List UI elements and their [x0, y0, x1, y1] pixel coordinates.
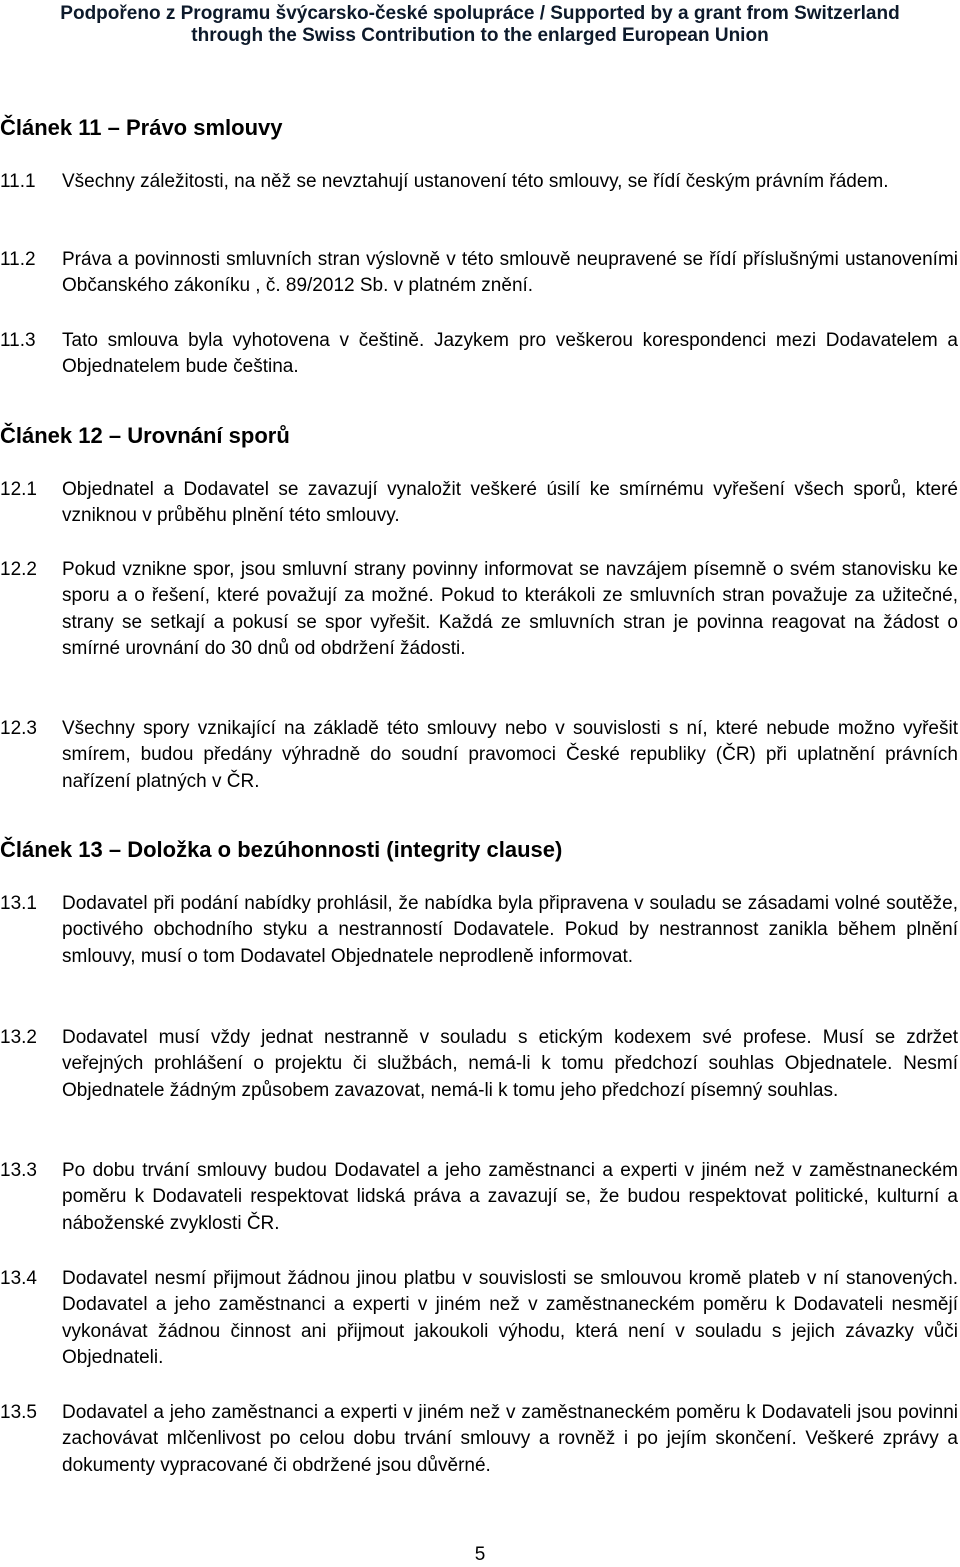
clause-text: Dodavatel při podání nabídky prohlásil, že nabídka byla připravena v souladu se zásadami volné soutěže, poctivého obchodního styku a nestranností Dodavatele. Pokud by nestrannost zanikla během plnění smlouvy, musí o tom Dodavatel Objednatele neprodleně informovat. — [62, 893, 958, 967]
clause-text: Dodavatel nesmí přijmout žádnou jinou platbu v souvislosti se smlouvou kromě plateb v ní stanovených. Dodavatel a jeho zaměstnanci a experti v jiném než v zaměstnaneckém poměru k Dodavateli nesmějí vykonávat žádnou činnost ani přijmout jakoukoli výhodu, která není v souladu s jejich závazky vůči Objednateli. — [62, 1268, 958, 1369]
article-11-heading: Článek 11 – Právo smlouvy — [0, 115, 283, 140]
article-13-heading: Článek 13 – Doložka o bezúhonnosti (integrity clause) — [0, 837, 563, 862]
clause-text: Tato smlouva byla vyhotovena v češtině. Jazykem pro veškerou korespondenci mezi Dodavatelem a Objednatelem bude čeština. — [62, 330, 958, 378]
clause-text: Všechny spory vznikající na základě této smlouvy nebo v souvislosti s ní, které nebude možno vyřešit smírem, budou předány výhradně do soudní pravomoci České republiky (ČR) při uplatnění právních nařízení platných v ČR. — [62, 718, 958, 792]
clause-text: Dodavatel musí vždy jednat nestranně v souladu s etickým kodexem své profese. Musí se zdržet veřejných prohlášení o projektu či službách, nemá-li k tomu předchozí souhlas Objednatele. Nesmí Objednatele žádným způsobem zavazovat, nemá-li k tomu jeho předchozí písemný souhlas. — [62, 1027, 958, 1101]
clause-number: 13.2 — [0, 1027, 37, 1048]
clause-number: 12.1 — [0, 479, 37, 500]
header-line-2: through the Swiss Contribution to the enlarged European Union — [191, 25, 769, 46]
clause-number: 13.5 — [0, 1402, 37, 1423]
clause-text: Objednatel a Dodavatel se zavazují vynaložit veškeré úsilí ke smírnému vyřešení všech sporů, které vzniknou v průběhu plnění této smlouvy. — [62, 479, 958, 527]
clause-number: 12.3 — [0, 718, 37, 739]
page-number: 5 — [474, 1544, 486, 1565]
clause-number: 13.3 — [0, 1160, 37, 1181]
clause-number: 13.4 — [0, 1268, 37, 1289]
article-12-heading: Článek 12 – Urovnání sporů — [0, 423, 290, 448]
clause-text: Práva a povinnosti smluvních stran výslovně v této smlouvě neupravené se řídí příslušnými ustanoveními Občanského zákoníku , č. 89/2012 Sb. v platném znění. — [62, 249, 958, 297]
clause-text: Pokud vznikne spor, jsou smluvní strany povinny informovat se navzájem písemně o svém stanovisku ke sporu a o řešení, které považují za možné. Pokud to kterákoli ze smluvních stran považuje za užitečné, strany se setkají a pokusí se spor vyřešit. Každá ze smluvních stran je povinna reagovat na žádost o smírné urovnání do 30 dnů od obdržení žádosti. — [62, 559, 958, 660]
clause-text: Dodavatel a jeho zaměstnanci a experti v jiném než v zaměstnaneckém poměru k Dodavateli jsou povinni zachovávat mlčenlivost po celou dobu trvání smlouvy a rovněž i po jejím skončení. Veškeré zprávy a dokumenty vypracované či obdržené jsou důvěrné. — [62, 1402, 958, 1476]
clause-number: 11.1 — [0, 171, 36, 192]
clause-number: 12.2 — [0, 559, 37, 580]
clause-number: 11.2 — [0, 249, 36, 270]
clause-text: Po dobu trvání smlouvy budou Dodavatel a jeho zaměstnanci a experti v jiném než v zaměstnaneckém poměru k Dodavateli respektovat lidská práva a zavazují se, že budou respektovat politické, kulturní a náboženské zvyklosti ČR. — [62, 1160, 958, 1234]
header-line-1: Podpořeno z Programu švýcarsko-české spolupráce / Supported by a grant from Switzerland — [60, 3, 900, 24]
clause-number: 13.1 — [0, 893, 37, 914]
clause-number: 11.3 — [0, 330, 36, 351]
clause-text: Všechny záležitosti, na něž se nevztahují ustanovení této smlouvy, se řídí českým právním řádem. — [62, 171, 889, 192]
